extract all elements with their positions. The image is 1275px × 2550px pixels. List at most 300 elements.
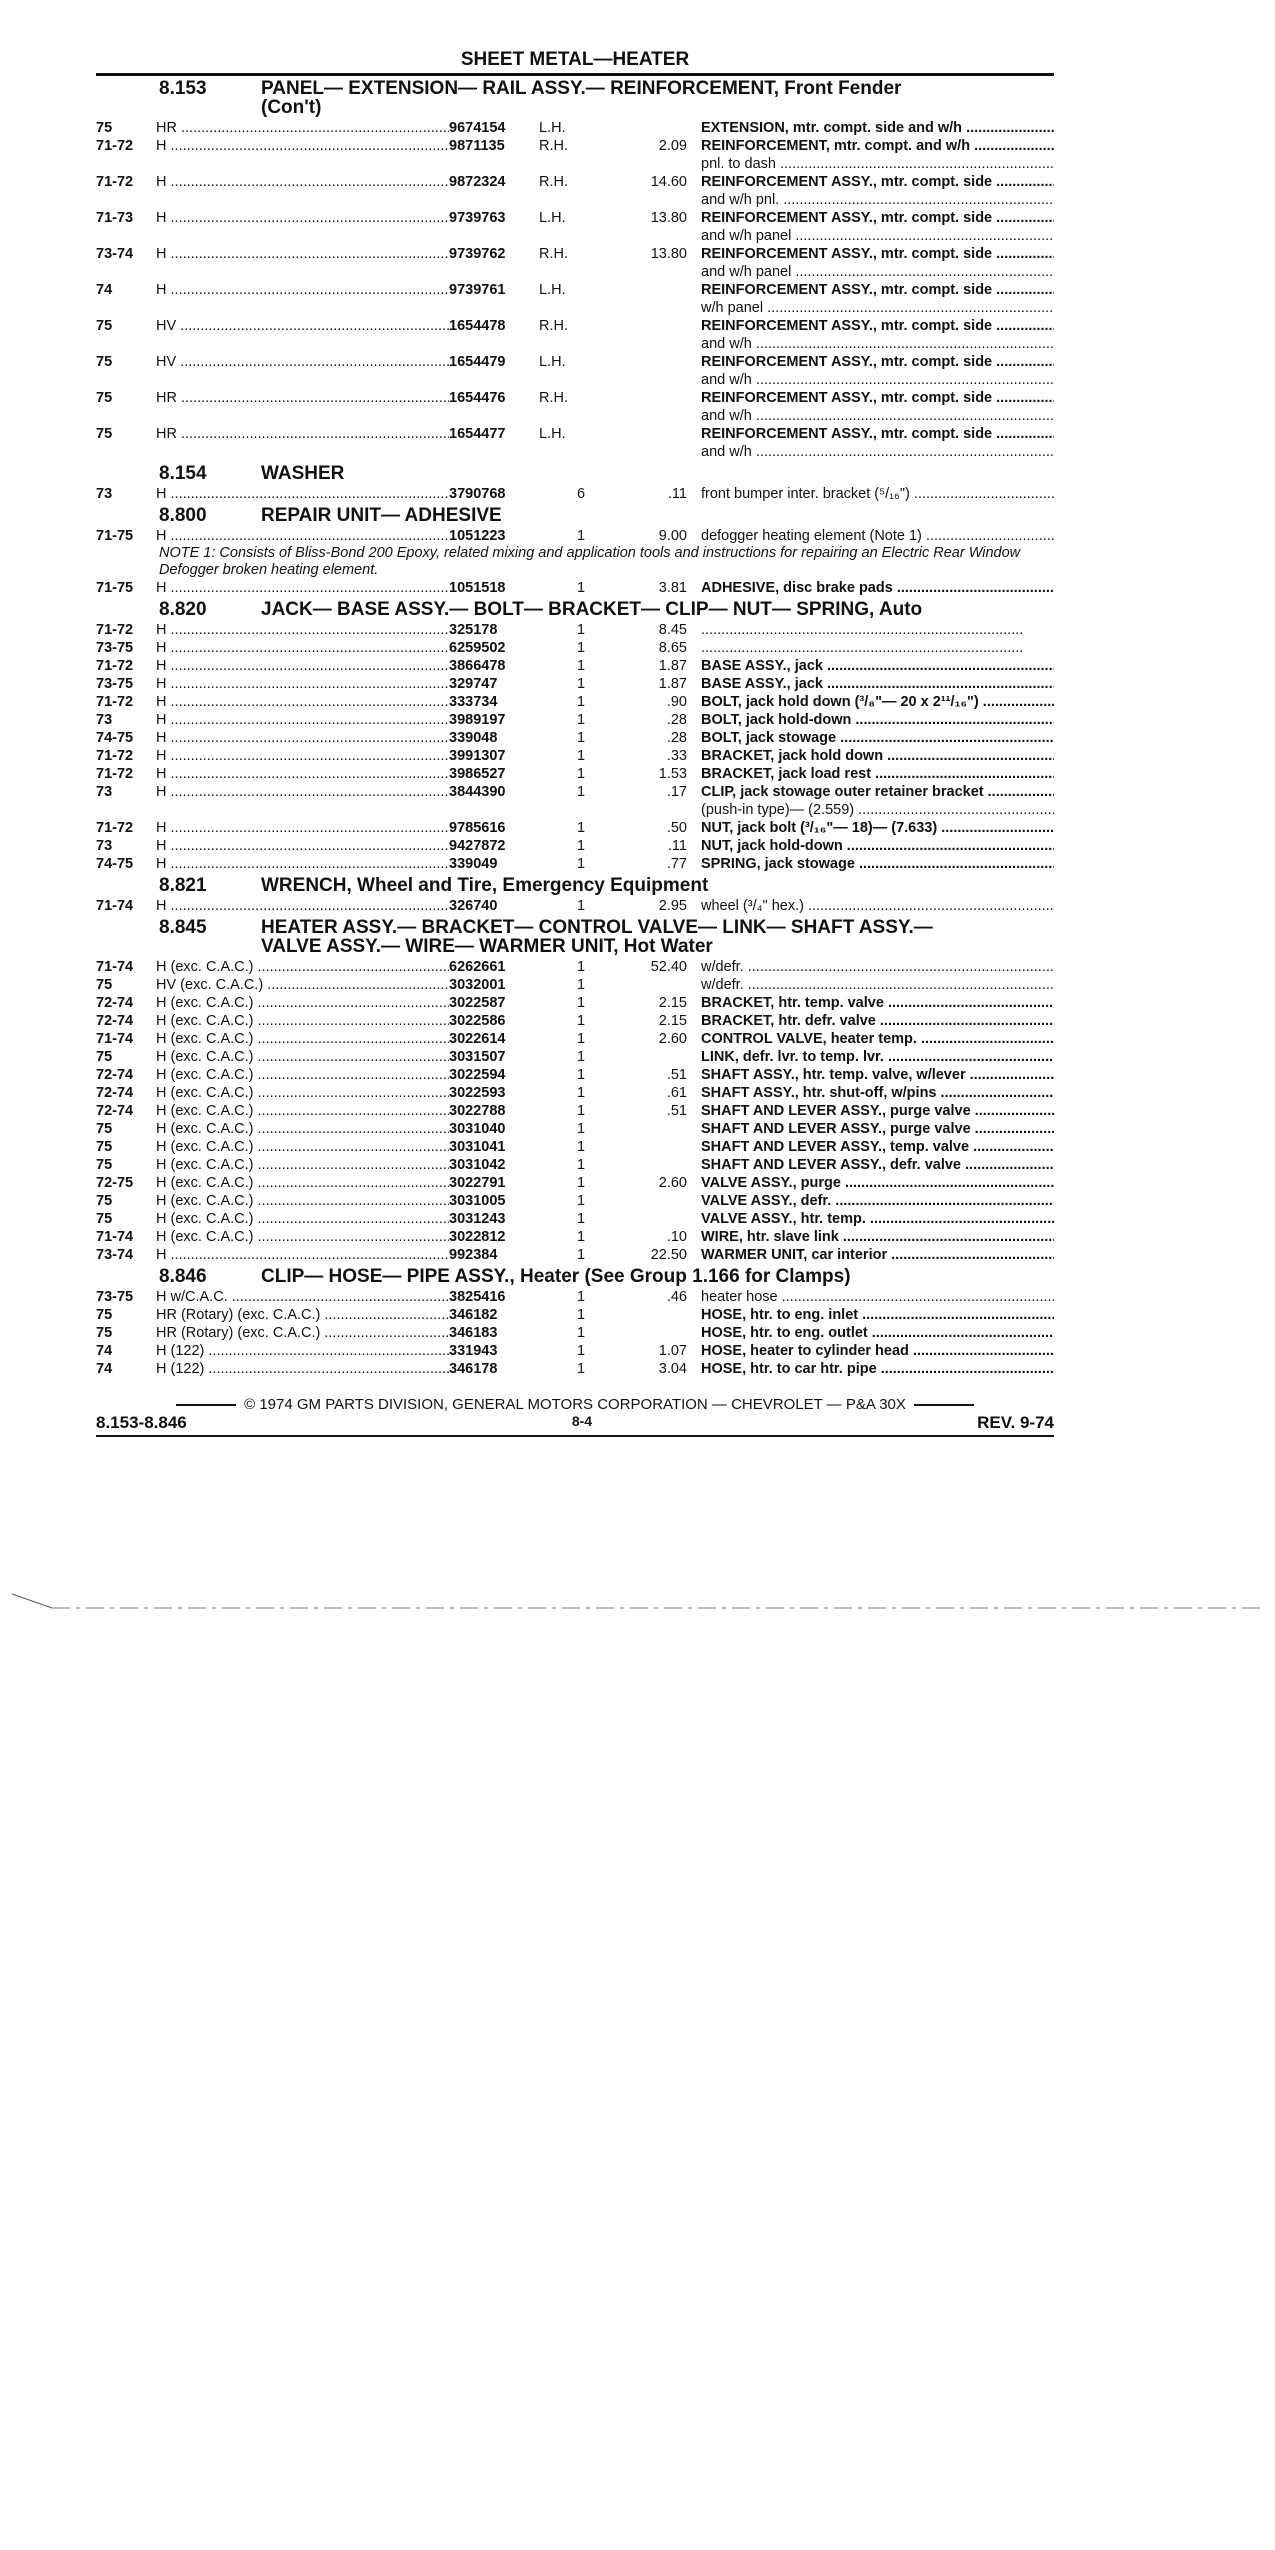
model-year: 72-74	[96, 1013, 134, 1029]
part-description	[701, 1192, 1054, 1210]
model-code: H .....	[156, 729, 449, 747]
model-code: H (exc. C.A.C.) .....	[156, 958, 449, 976]
model-year: 71-74	[96, 1031, 134, 1047]
part-number: 326740	[449, 898, 498, 914]
description-line-1: NUT, jack bolt (³/₁₆"— 18)— (7.633) .....	[701, 819, 1054, 837]
description-line-1: HOSE, htr. to eng. outlet .....	[701, 1324, 1054, 1342]
parts-row	[96, 693, 1054, 711]
model-year: 75	[96, 426, 113, 442]
model-code: H .....	[156, 897, 449, 915]
model-code: H (122) .....	[156, 1360, 449, 1378]
list-price: 3.81	[658, 580, 687, 596]
part-description	[701, 837, 1054, 855]
part-description	[701, 1306, 1054, 1324]
parts-row	[96, 657, 1054, 675]
description-line-1: wheel (³/₄" hex.) .....	[701, 897, 1054, 915]
model-year: 71-72	[96, 748, 134, 764]
list-price: 2.60	[658, 1031, 687, 1047]
model-year: 73-74	[96, 1247, 134, 1263]
part-number: 9739763	[449, 210, 506, 226]
model-code: H (exc. C.A.C.) .....	[156, 1012, 449, 1030]
model-year: 75	[96, 390, 113, 406]
model-code: HR (Rotary) (exc. C.A.C.) .....	[156, 1306, 449, 1324]
parts-row	[96, 1138, 1054, 1156]
quantity: 1	[577, 1325, 586, 1341]
part-number: 992384	[449, 1247, 498, 1263]
quantity: 6	[577, 486, 586, 502]
section-number: 8.153	[159, 78, 207, 99]
parts-row	[96, 819, 1054, 837]
description-line-1: REINFORCEMENT ASSY., mtr. compt. side .....	[701, 317, 1054, 335]
part-description	[701, 1228, 1054, 1246]
section-heading	[159, 1264, 1054, 1288]
description-line-2: and w/h .....	[701, 407, 1054, 425]
list-price: .11	[667, 486, 687, 502]
description-line-1: REINFORCEMENT ASSY., mtr. compt. side .....	[701, 353, 1054, 371]
parts-row	[96, 958, 1054, 976]
part-number: 6262661	[449, 959, 506, 975]
quantity: 1	[577, 1031, 586, 1047]
part-description	[701, 1012, 1054, 1030]
description-line-1: REINFORCEMENT ASSY., mtr. compt. side .....	[701, 281, 1054, 299]
part-description	[701, 747, 1054, 765]
model-year: 72-75	[96, 1175, 134, 1191]
parts-row	[96, 137, 1054, 173]
footer-rule-right	[914, 1404, 974, 1406]
list-price: 14.60	[650, 174, 687, 190]
model-code: H (exc. C.A.C.) .....	[156, 1138, 449, 1156]
model-code: H w/C.A.C. .....	[156, 1288, 449, 1306]
model-year: 72-74	[96, 1067, 134, 1083]
model-year: 73	[96, 838, 113, 854]
quantity: 1	[577, 676, 586, 692]
section-title: CLIP— HOSE— PIPE ASSY., Heater (See Group 1.166 for Clamps)	[261, 1266, 851, 1287]
part-description	[701, 1030, 1054, 1048]
model-year: 74-75	[96, 730, 134, 746]
section-number: 8.154	[159, 463, 207, 484]
model-code: H (exc. C.A.C.) .....	[156, 1048, 449, 1066]
model-code: H .....	[156, 579, 449, 597]
part-description	[701, 137, 1054, 173]
description-line-2: and w/h .....	[701, 371, 1054, 389]
parts-row	[96, 711, 1054, 729]
quantity: 1	[577, 766, 586, 782]
catalog-sections	[96, 76, 1054, 1378]
quantity: 1	[577, 1049, 586, 1065]
list-price: 2.15	[658, 1013, 687, 1029]
quantity: 1	[577, 1085, 586, 1101]
model-year: 71-72	[96, 658, 134, 674]
model-year: 75	[96, 1211, 113, 1227]
model-year: 71-72	[96, 138, 134, 154]
part-number: 9674154	[449, 120, 506, 136]
parts-row	[96, 1246, 1054, 1264]
part-number: 9872324	[449, 174, 506, 190]
description-line-1: SPRING, jack stowage .....	[701, 855, 1054, 873]
model-year: 74	[96, 1343, 113, 1359]
part-number: 3031005	[449, 1193, 506, 1209]
part-number: 339048	[449, 730, 498, 746]
part-description	[701, 1342, 1054, 1360]
list-price: 13.80	[650, 246, 687, 262]
section-note: NOTE 1: Consists of Bliss-Bond 200 Epoxy, related mixing and application tools and instructions for repairing an Electric Rear Window Defogger broken heating element.	[159, 545, 1021, 578]
list-price: 2.09	[658, 138, 687, 154]
description-line-1: BOLT, jack hold-down .....	[701, 711, 1054, 729]
quantity: 1	[577, 658, 586, 674]
part-description	[701, 1138, 1054, 1156]
part-description	[701, 765, 1054, 783]
description-line-1: BOLT, jack hold down (³/₈"— 20 x 2¹¹/₁₆") .....	[701, 693, 1054, 711]
part-number: 1051518	[449, 580, 506, 596]
description-line-1: NUT, jack hold-down .....	[701, 837, 1054, 855]
model-year: 75	[96, 1049, 113, 1065]
description-line-2: w/h panel .....	[701, 299, 1054, 317]
parts-row	[96, 1030, 1054, 1048]
part-side: L.H.	[539, 282, 566, 298]
model-year: 73	[96, 486, 113, 502]
section-heading	[159, 915, 1054, 958]
part-number: 3031243	[449, 1211, 506, 1227]
catalog-section	[96, 461, 1054, 503]
description-line-1	[701, 621, 1054, 639]
model-year: 75	[96, 1121, 113, 1137]
model-code: H .....	[156, 621, 449, 639]
list-price: .90	[666, 694, 687, 710]
list-price: 3.04	[658, 1361, 687, 1377]
description-line-1: EXTENSION, mtr. compt. side and w/h .....	[701, 119, 1054, 137]
model-year: 71-73	[96, 210, 134, 226]
description-line-1: BOLT, jack stowage .....	[701, 729, 1054, 747]
model-code: HV .....	[156, 317, 449, 335]
quantity: 1	[577, 730, 586, 746]
model-code: H .....	[156, 819, 449, 837]
description-line-1: w/defr. .....	[701, 958, 1054, 976]
model-code: H .....	[156, 173, 449, 191]
parts-row	[96, 245, 1054, 281]
part-number: 3031042	[449, 1157, 506, 1173]
list-price: 22.50	[650, 1247, 687, 1263]
part-description	[701, 527, 1054, 545]
model-code: H .....	[156, 1246, 449, 1264]
list-price: .61	[666, 1085, 687, 1101]
model-year: 75	[96, 977, 113, 993]
model-code: HV .....	[156, 353, 449, 371]
parts-row	[96, 621, 1054, 639]
parts-row	[96, 353, 1054, 389]
model-year: 75	[96, 120, 113, 136]
quantity: 1	[577, 528, 586, 544]
parts-row	[96, 747, 1054, 765]
parts-row	[96, 317, 1054, 353]
section-title: PANEL— EXTENSION— RAIL ASSY.— REINFORCEMENT, Front Fender (Con't)	[261, 78, 902, 118]
quantity: 1	[577, 1193, 586, 1209]
list-price: .77	[666, 856, 687, 872]
model-code: H .....	[156, 281, 449, 299]
model-year: 72-74	[96, 995, 134, 1011]
description-line-1: HOSE, htr. to eng. inlet .....	[701, 1306, 1054, 1324]
part-number: 9739761	[449, 282, 506, 298]
parts-row	[96, 1174, 1054, 1192]
section-title: HEATER ASSY.— BRACKET— CONTROL VALVE— LINK— SHAFT ASSY.— VALVE ASSY.— WIRE— WARMER UNIT, Hot Water	[261, 917, 933, 957]
parts-row	[96, 1084, 1054, 1102]
section-heading	[159, 597, 1054, 621]
parts-row	[96, 119, 1054, 137]
model-code: H .....	[156, 137, 449, 155]
part-number: 3022594	[449, 1067, 506, 1083]
model-code: H (exc. C.A.C.) .....	[156, 1120, 449, 1138]
part-number: 3991307	[449, 748, 506, 764]
parts-row	[96, 897, 1054, 915]
model-code: H .....	[156, 657, 449, 675]
parts-row	[96, 675, 1054, 693]
parts-row	[96, 994, 1054, 1012]
list-price: 8.45	[658, 622, 687, 638]
part-description	[701, 1048, 1054, 1066]
model-year: 71-74	[96, 959, 134, 975]
part-description	[701, 639, 1054, 657]
description-line-1: BRACKET, htr. defr. valve .....	[701, 1012, 1054, 1030]
quantity: 1	[577, 1307, 586, 1323]
section-title: REPAIR UNIT— ADHESIVE	[261, 505, 502, 526]
part-side: R.H.	[539, 390, 568, 406]
parts-row	[96, 173, 1054, 209]
parts-row	[96, 281, 1054, 317]
part-number: 3989197	[449, 712, 506, 728]
model-year: 73-75	[96, 676, 134, 692]
model-code: H .....	[156, 639, 449, 657]
model-year: 73	[96, 712, 113, 728]
parts-row	[96, 1048, 1054, 1066]
description-line-1: BASE ASSY., jack .....	[701, 675, 1054, 693]
part-number: 1654479	[449, 354, 506, 370]
model-code: H (exc. C.A.C.) .....	[156, 1030, 449, 1048]
model-year: 73-75	[96, 640, 134, 656]
description-line-1: VALVE ASSY., purge .....	[701, 1174, 1054, 1192]
parts-row	[96, 976, 1054, 994]
model-code: HR .....	[156, 389, 449, 407]
quantity: 1	[577, 712, 586, 728]
description-line-1: REINFORCEMENT, mtr. compt. and w/h .....	[701, 137, 1054, 155]
model-year: 74	[96, 1361, 113, 1377]
part-side: R.H.	[539, 246, 568, 262]
part-number: 3022812	[449, 1229, 506, 1245]
parts-row	[96, 1210, 1054, 1228]
section-number: 8.821	[159, 875, 207, 896]
description-line-2: pnl. to dash .....	[701, 155, 1054, 173]
part-number: 9427872	[449, 838, 506, 854]
part-description	[701, 119, 1054, 137]
quantity: 1	[577, 995, 586, 1011]
description-line-1: CONTROL VALVE, heater temp. .....	[701, 1030, 1054, 1048]
model-year: 71-72	[96, 694, 134, 710]
description-line-1: LINK, defr. lvr. to temp. lvr. .....	[701, 1048, 1054, 1066]
document-page	[96, 48, 1054, 1437]
part-number: 3790768	[449, 486, 506, 502]
description-line-1: REINFORCEMENT ASSY., mtr. compt. side .....	[701, 173, 1054, 191]
section-heading	[159, 461, 1054, 485]
part-description	[701, 1102, 1054, 1120]
quantity: 1	[577, 856, 586, 872]
part-description	[701, 1288, 1054, 1306]
quantity: 1	[577, 1067, 586, 1083]
list-price: .10	[666, 1229, 687, 1245]
model-code: HV (exc. C.A.C.) .....	[156, 976, 449, 994]
description-line-1: WIRE, htr. slave link .....	[701, 1228, 1054, 1246]
scan-cut-line	[12, 1592, 1262, 1612]
description-line-1: REINFORCEMENT ASSY., mtr. compt. side .....	[701, 245, 1054, 263]
quantity: 1	[577, 838, 586, 854]
model-code: H .....	[156, 527, 449, 545]
description-line-1: REINFORCEMENT ASSY., mtr. compt. side .....	[701, 425, 1054, 443]
quantity: 1	[577, 1343, 586, 1359]
list-price: 1.53	[658, 766, 687, 782]
part-description	[701, 1210, 1054, 1228]
part-number: 346182	[449, 1307, 498, 1323]
parts-row	[96, 1342, 1054, 1360]
list-price: 8.65	[658, 640, 687, 656]
description-line-1: BRACKET, jack hold down .....	[701, 747, 1054, 765]
model-year: 72-74	[96, 1103, 134, 1119]
part-number: 325178	[449, 622, 498, 638]
quantity: 1	[577, 820, 586, 836]
part-side: L.H.	[539, 426, 566, 442]
model-code: H (122) .....	[156, 1342, 449, 1360]
model-year: 71-72	[96, 174, 134, 190]
list-price: .17	[666, 784, 687, 800]
part-description	[701, 245, 1054, 281]
description-line-1: CLIP, jack stowage outer retainer bracket .....	[701, 783, 1054, 801]
quantity: 1	[577, 1175, 586, 1191]
description-line-2: and w/h panel .....	[701, 263, 1054, 281]
catalog-section	[96, 873, 1054, 915]
description-line-1: w/defr. .....	[701, 976, 1054, 994]
part-number: 339049	[449, 856, 498, 872]
section-number: 8.820	[159, 599, 207, 620]
description-line-1: HOSE, htr. to car htr. pipe .....	[701, 1360, 1054, 1378]
model-code: H .....	[156, 855, 449, 873]
model-year: 71-72	[96, 766, 134, 782]
section-number: 8.845	[159, 917, 207, 938]
model-year: 74-75	[96, 856, 134, 872]
description-line-1: front bumper inter. bracket (⁵/₁₆") .....	[701, 485, 1054, 503]
description-line-1: defogger heating element (Note 1) .....	[701, 527, 1054, 545]
description-line-2: and w/h .....	[701, 335, 1054, 353]
quantity: 1	[577, 1211, 586, 1227]
model-code: H (exc. C.A.C.) .....	[156, 994, 449, 1012]
parts-row	[96, 1102, 1054, 1120]
model-year: 71-72	[96, 820, 134, 836]
description-line-1: heater hose .....	[701, 1288, 1054, 1306]
list-price: .51	[666, 1103, 687, 1119]
model-code: H (exc. C.A.C.) .....	[156, 1174, 449, 1192]
description-line-1: WARMER UNIT, car interior .....	[701, 1246, 1054, 1264]
part-side: L.H.	[539, 210, 566, 226]
model-code: HR .....	[156, 425, 449, 443]
description-line-1: REINFORCEMENT ASSY., mtr. compt. side .....	[701, 389, 1054, 407]
part-number: 3022587	[449, 995, 506, 1011]
part-description	[701, 1246, 1054, 1264]
parts-row	[96, 1120, 1054, 1138]
part-description	[701, 855, 1054, 873]
description-line-2: (push-in type)— (2.559) .....	[701, 801, 1054, 819]
part-number: 1654477	[449, 426, 506, 442]
description-line-1: BRACKET, htr. temp. valve .....	[701, 994, 1054, 1012]
parts-row	[96, 837, 1054, 855]
quantity: 1	[577, 1121, 586, 1137]
description-line-1: SHAFT AND LEVER ASSY., purge valve .....	[701, 1102, 1054, 1120]
model-year: 75	[96, 1307, 113, 1323]
footer-bottom	[96, 1413, 1054, 1437]
part-number: 3022791	[449, 1175, 506, 1191]
parts-row	[96, 1228, 1054, 1246]
list-price: 2.60	[658, 1175, 687, 1191]
list-price: .33	[666, 748, 687, 764]
part-number: 3866478	[449, 658, 506, 674]
section-title: JACK— BASE ASSY.— BOLT— BRACKET— CLIP— NUT— SPRING, Auto	[261, 599, 923, 620]
model-code: H .....	[156, 209, 449, 227]
part-number: 3825416	[449, 1289, 506, 1305]
list-price: 2.95	[658, 898, 687, 914]
part-number: 1051223	[449, 528, 506, 544]
model-code: H .....	[156, 747, 449, 765]
model-year: 74	[96, 282, 113, 298]
model-year: 73-75	[96, 1289, 134, 1305]
part-number: 331943	[449, 1343, 498, 1359]
part-description	[701, 1120, 1054, 1138]
part-description	[701, 1156, 1054, 1174]
part-number: 3986527	[449, 766, 506, 782]
part-description	[701, 958, 1054, 976]
parts-row	[96, 209, 1054, 245]
list-price: 13.80	[650, 210, 687, 226]
footer-copyright-line	[96, 1396, 1054, 1413]
parts-row	[96, 1066, 1054, 1084]
model-year: 73-74	[96, 246, 134, 262]
list-price: .11	[667, 838, 687, 854]
model-year: 75	[96, 1193, 113, 1209]
quantity: 1	[577, 977, 586, 993]
part-number: 3022614	[449, 1031, 506, 1047]
list-price: .28	[666, 730, 687, 746]
description-line-1: BRACKET, jack load rest .....	[701, 765, 1054, 783]
part-side: L.H.	[539, 354, 566, 370]
list-price: .51	[666, 1067, 687, 1083]
part-description	[701, 711, 1054, 729]
part-number: 346183	[449, 1325, 498, 1341]
part-description	[701, 994, 1054, 1012]
list-price: 9.00	[658, 528, 687, 544]
part-description	[701, 729, 1054, 747]
parts-row	[96, 783, 1054, 819]
description-line-1: SHAFT ASSY., htr. shut-off, w/pins .....	[701, 1084, 1054, 1102]
description-line-1	[701, 639, 1054, 657]
list-price: .46	[666, 1289, 687, 1305]
part-description	[701, 579, 1054, 597]
section-heading	[159, 76, 1054, 119]
quantity: 1	[577, 1139, 586, 1155]
model-code: H (exc. C.A.C.) .....	[156, 1228, 449, 1246]
description-line-1: SHAFT AND LEVER ASSY., defr. valve .....	[701, 1156, 1054, 1174]
model-code: H .....	[156, 837, 449, 855]
parts-row	[96, 1192, 1054, 1210]
part-description	[701, 693, 1054, 711]
part-description	[701, 897, 1054, 915]
section-heading	[159, 873, 1054, 897]
part-number: 3022593	[449, 1085, 506, 1101]
parts-row	[96, 527, 1054, 545]
part-number: 3844390	[449, 784, 506, 800]
part-number: 329747	[449, 676, 498, 692]
